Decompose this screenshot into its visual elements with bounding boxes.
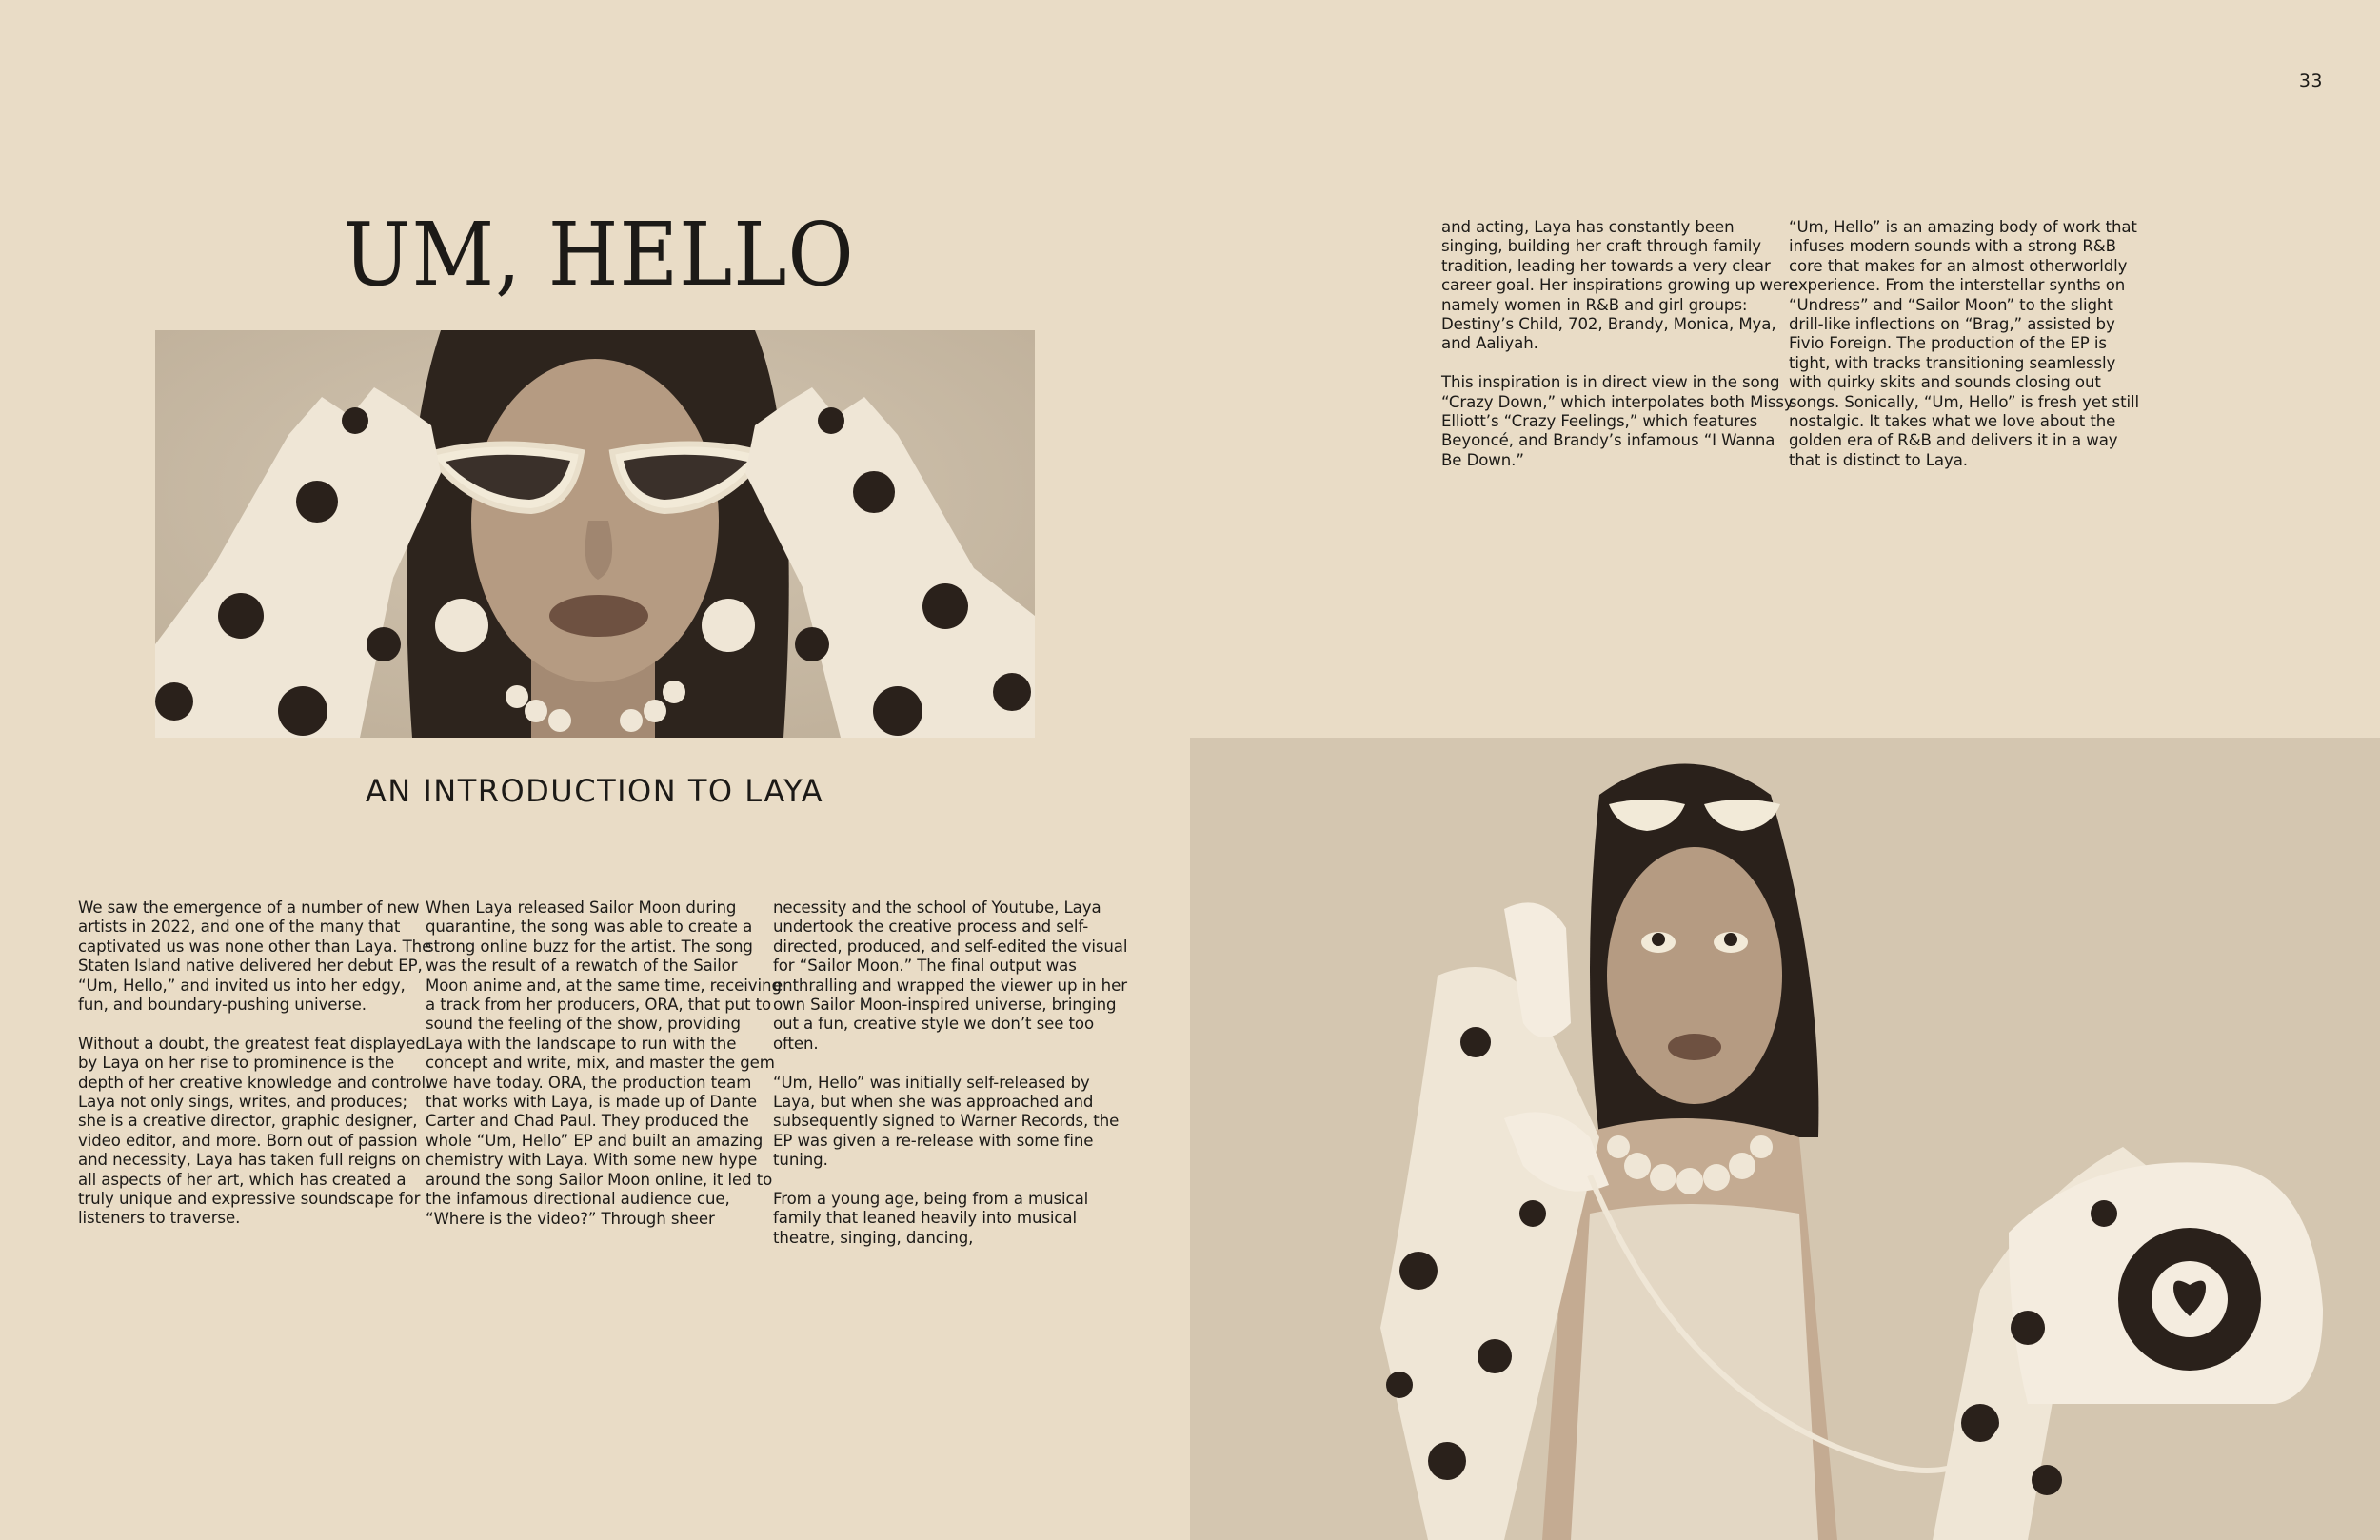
text-column-3 <box>773 898 1130 1268</box>
paragraph: When Laya released Sailor Moon during quarantine, the song was able to create a strong online buzz for the artist. The song was the result of a rewatch of the Sailor Moon anime and, at the same time, receiving a track from her producers, ORA, that put to sound the feeling of the show, providing Laya with the landscape to run with the concept and write, mix, and master the gem we have today. ORA, the production team that works with Laya, is made up of Dante Carter and Chad Paul. They produced the whole “Um, Hello” EP and built an amazing chemistry with Laya. With some new hype around the song Sailor Moon online, it led to the infamous directional audience cue, “Where is the video?” Through sheer <box>426 898 782 1228</box>
article-subtitle: AN INTRODUCTION TO LAYA <box>365 773 824 809</box>
paragraph: We saw the emergence of a number of new artists in 2022, and one of the many that captivated us was none other than Laya. The Staten Island native delivered her debut EP, “Um, Hello,” and invited us into her edgy, fun, and boundary-pushing universe. <box>78 898 432 1015</box>
text-column-1 <box>78 898 435 1248</box>
paragraph: “Um, Hello” is an amazing body of work that infuses modern sounds with a strong R&B core that makes for an almost otherworldly experience. From the interstellar synths on “Undress” and “Sailor Moon” to the slight drill-like inflections on “Brag,” assisted by Fivio Foreign. The production of the EP is tight, with tracks transitioning seamlessly with quirky skits and sounds closing out songs. Sonically, “Um, Hello” is fresh yet still nostalgic. It takes what we love about the golden era of R&B and delivers it in a way that is distinct to Laya. <box>1789 218 2140 469</box>
text-column-2 <box>426 898 783 1248</box>
portrait-illustration <box>155 330 1035 738</box>
paragraph: necessity and the school of Youtube, Laya undertook the creative process and self-directed, produced, and self-edited the visual for “Sailor Moon.” The final output was enthralling and wrapped the viewer up in her own Sailor Moon-inspired universe, bringing out a fun, creative style we don’t see too often. <box>773 898 1128 1053</box>
paragraph: From a young age, being from a musical family that leaned heavily into musical theatre, singing, dancing, <box>773 1190 1089 1247</box>
text-column-5 <box>1789 218 2146 490</box>
paragraph: This inspiration is in direct view in the song “Crazy Down,” which interpolates both Missy Elliott’s “Crazy Feelings,” which features Beyoncé, and Brandy’s infamous “I Wanna Be Down.” <box>1441 373 1794 469</box>
portrait-photo-sunglasses <box>155 330 1035 738</box>
paragraph: Without a doubt, the greatest feat displayed by Laya on her rise to prominence is the depth of her creative knowledge and control. Laya not only sings, writes, and produces; she is a creative director, graphic designer, video editor, and more. Born out of passion and necessity, Laya has taken full reigns on all aspects of her art, which has created a truly unique and expressive soundscape for listeners to traverse. <box>78 1034 431 1228</box>
portrait-photo-telephone <box>1190 738 2380 1540</box>
telephone-illustration <box>1190 738 2380 1540</box>
page-number: 33 <box>2298 70 2323 91</box>
paragraph: and acting, Laya has constantly been singing, building her craft through family tradition, leading her towards a very clear career goal. Her inspirations growing up were namely women in R&B and girl groups: Destiny’s Child, 702, Brandy, Monica, Mya, and Aaliyah. <box>1441 218 1798 353</box>
article-title: UM, HELLO <box>343 204 855 306</box>
text-column-4 <box>1441 218 1798 490</box>
paragraph: “Um, Hello” was initially self-released by Laya, but when she was approached and subsequently signed to Warner Records, the EP was given a re-release with some fine tuning. <box>773 1073 1120 1170</box>
